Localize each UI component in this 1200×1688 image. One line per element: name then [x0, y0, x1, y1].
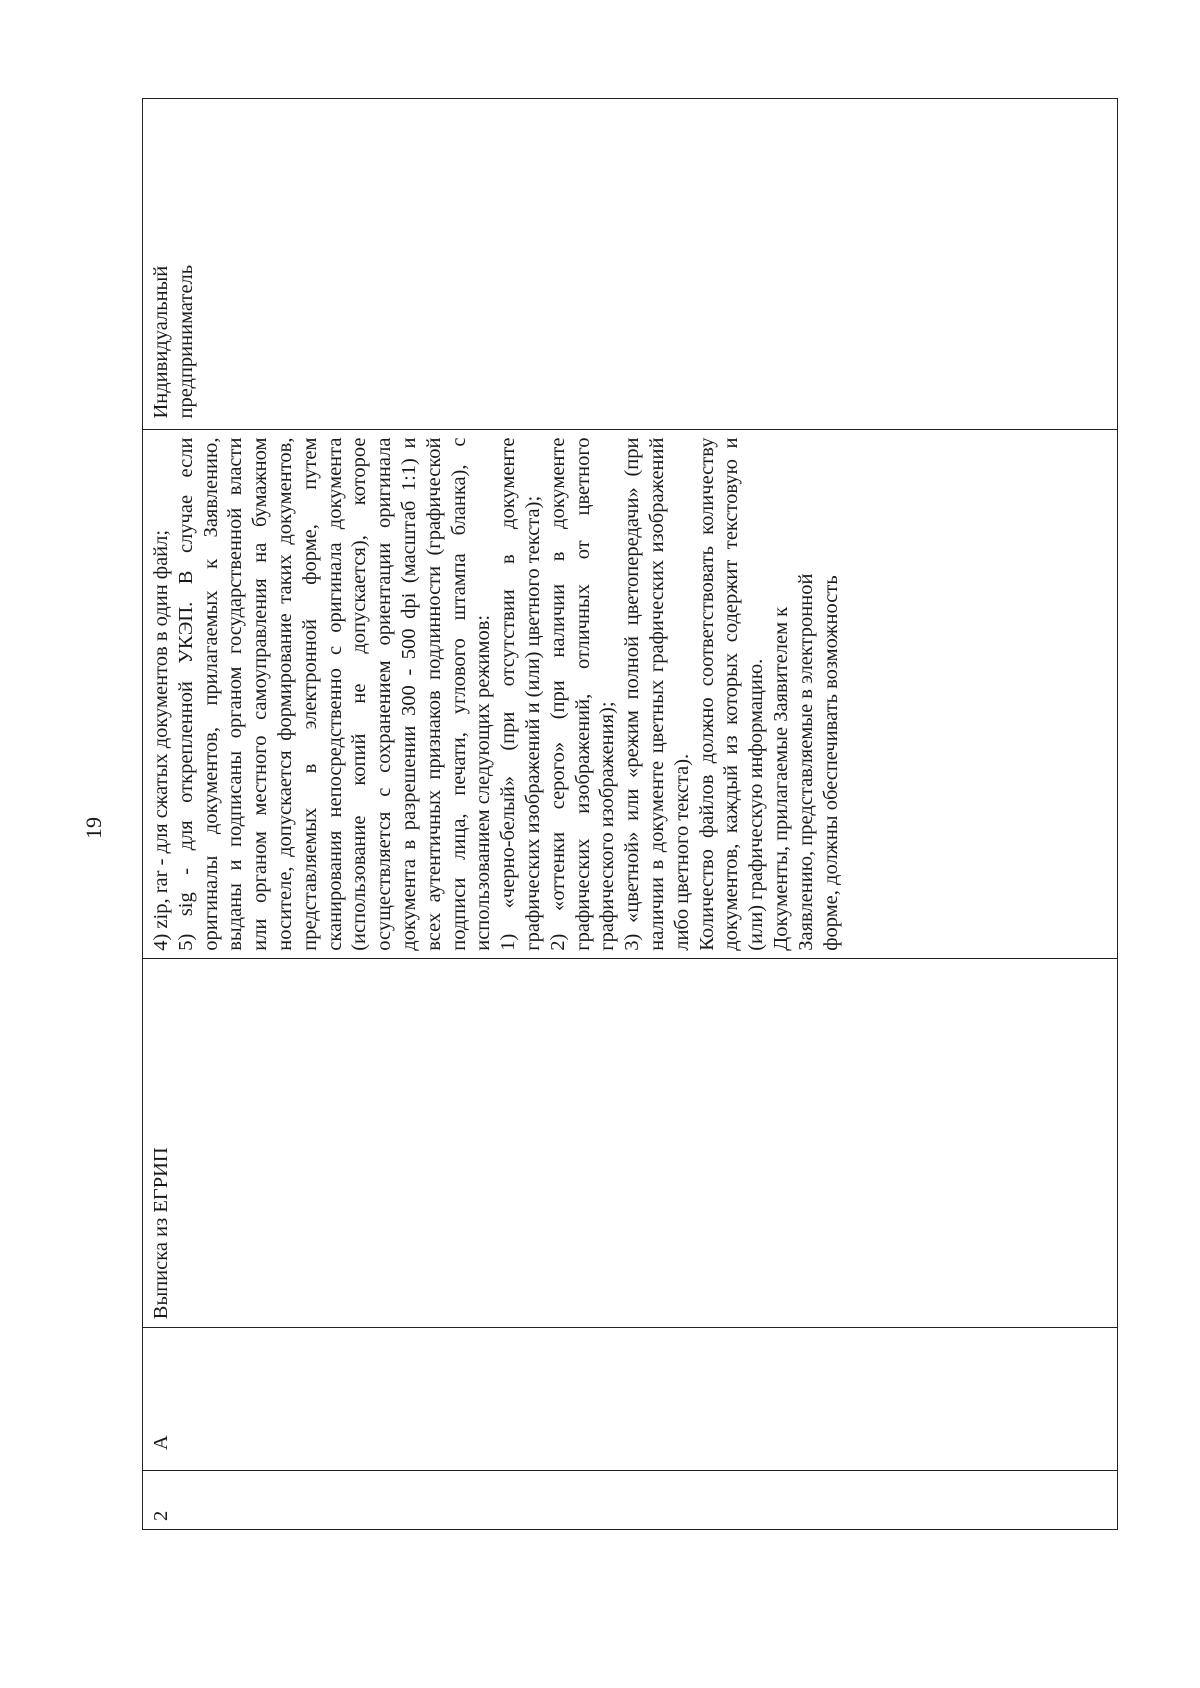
requirement-paragraph: 2) «оттенки серого» (при наличии в документе графических изображений, отличных от цветного графического изображения);: [546, 437, 619, 951]
applicant-category-cell: [143, 99, 1117, 429]
row-number-cell: 2: [143, 1470, 1117, 1529]
requirement-paragraph: Количество файлов должно соответствовать количеству документов, каждый из которых содержит текстовую и (или) графическую информацию.: [695, 437, 768, 951]
document-name-cell: Выписка из ЕГРИП: [143, 958, 1117, 1327]
requirement-paragraph: 4) zip, rar - для сжатых документов в один файл;: [150, 529, 172, 951]
document-requirements-cell: [143, 429, 1117, 958]
table-row: [142, 98, 1118, 1530]
applicant-category-text: Индивидуальный предприниматель: [150, 264, 197, 419]
requirements-table: [142, 98, 1118, 1530]
requirement-paragraph: 1) «черно-белый» (при отсутствии в документе графических изображений и (или) цветного текста);: [497, 437, 544, 951]
requirement-paragraph: 5) sig - для открепленной УКЭП. В случае если оригиналы документов, прилагаемых к Заявлению, выданы и подписаны органом государственной власти или органом местного самоуправления на бумажном носителе, допускается формирование таких документов, представляемых в электронной форме, путем сканирования непосредственно с оригинала документа (использование копий не допускается), которое осуществляется с сохранением ориентации оригинала документа в разрешении 300 - 500 dpi (масштаб 1:1) и всех аутентичных признаков подлинности (графической подписи лица, печати, углового штампа бланка), с использованием следующих режимов:: [174, 437, 495, 951]
requirement-paragraph: Документы, прилагаемые Заявителем к: [769, 606, 792, 951]
document-type-cell: А: [143, 1327, 1117, 1470]
requirement-paragraph: 3) «цветной» или «режим полной цветопередачи» (при наличии в документе цветных графических изображений либо цветного текста).: [621, 437, 693, 951]
page-number: 19: [81, 817, 106, 839]
requirement-paragraph: Заявлению, представляемые в электронной: [794, 573, 817, 951]
requirement-paragraph: форме, должны обеспечивать возможность: [819, 575, 842, 951]
